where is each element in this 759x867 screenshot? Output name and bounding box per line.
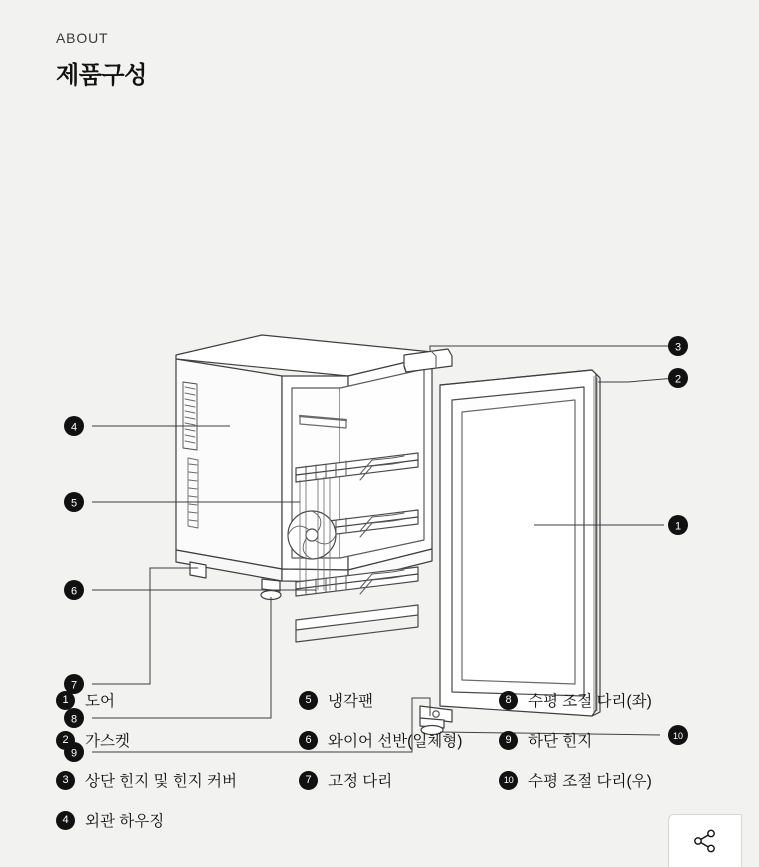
page-header xyxy=(56,30,147,90)
share-icon xyxy=(692,828,718,854)
page-title: 제품구성 xyxy=(56,62,147,89)
legend-label: 가스켓 xyxy=(85,733,130,750)
legend-item xyxy=(499,760,759,800)
legend-label: 수평 조절 다리(우) xyxy=(528,773,652,790)
svg-text:1: 1 xyxy=(674,520,682,533)
section-eyebrow: ABOUT xyxy=(56,30,109,46)
legend-item xyxy=(56,720,306,760)
svg-text:6: 6 xyxy=(70,585,78,598)
svg-text:4: 4 xyxy=(70,421,78,434)
svg-text:10: 10 xyxy=(672,731,684,741)
legend-label: 상단 힌지 및 힌지 커버 xyxy=(85,773,237,790)
legend-badge: 8 xyxy=(499,691,518,710)
legend-item xyxy=(299,680,499,720)
legend-item xyxy=(56,680,306,720)
legend-label: 수평 조절 다리(좌) xyxy=(528,693,652,710)
legend-label: 외관 하우징 xyxy=(85,813,165,830)
legend-badge: 2 xyxy=(56,731,75,750)
svg-text:2: 2 xyxy=(674,373,682,386)
legend-column-2 xyxy=(299,680,499,800)
svg-text:9: 9 xyxy=(70,747,78,760)
legend-item xyxy=(56,800,306,840)
svg-text:5: 5 xyxy=(70,497,78,510)
legend-badge: 6 xyxy=(299,731,318,750)
svg-text:3: 3 xyxy=(674,341,682,354)
legend-badge: 9 xyxy=(499,731,518,750)
legend-badge: 3 xyxy=(56,771,75,790)
legend-item xyxy=(299,760,499,800)
legend-label: 도어 xyxy=(85,693,115,710)
svg-text:7: 7 xyxy=(70,679,78,692)
legend-column-3 xyxy=(499,680,759,800)
legend-item xyxy=(499,720,759,760)
legend-item xyxy=(56,760,306,800)
legend-badge: 5 xyxy=(299,691,318,710)
legend-item xyxy=(299,720,499,760)
legend-label: 와이어 선반(일체형) xyxy=(328,733,463,750)
legend-badge: 4 xyxy=(56,811,75,830)
legend-badge: 7 xyxy=(299,771,318,790)
legend-column-1 xyxy=(56,680,306,840)
share-button[interactable] xyxy=(668,814,742,867)
legend-item xyxy=(499,680,759,720)
legend-label: 냉각팬 xyxy=(328,693,373,710)
legend-badge: 1 xyxy=(56,691,75,710)
svg-text:8: 8 xyxy=(70,713,78,726)
legend-label: 하단 힌지 xyxy=(528,733,593,750)
legend-badge: 10 xyxy=(499,771,518,790)
legend-label: 고정 다리 xyxy=(328,773,393,790)
